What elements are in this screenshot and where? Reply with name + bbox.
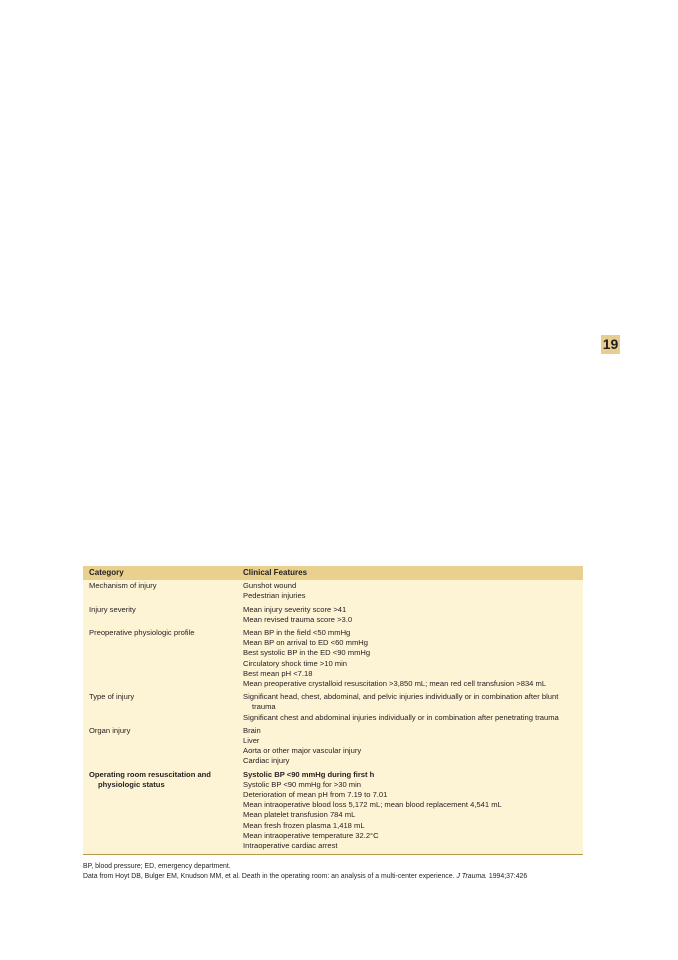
feature-item: Mean revised trauma score >3.0 <box>243 614 353 624</box>
feature-item: Mean preoperative crystalloid resuscitation >3,850 mL; mean red cell transfusion >834 mL <box>243 679 547 689</box>
feature-item: Best mean pH <7.18 <box>243 668 313 678</box>
table-row <box>83 725 583 769</box>
feature-item: Mean BP in the field <50 mmHg <box>243 628 351 638</box>
category-cell <box>83 627 237 691</box>
feature-item: Deterioration of mean pH from 7.19 to 7.01 <box>243 790 388 800</box>
feature-item: Intraoperative cardiac arrest <box>243 841 338 851</box>
chapter-number-tab: 19 <box>602 336 619 352</box>
clinical-features-cell <box>237 580 583 603</box>
category-text: Type of injury <box>89 692 135 702</box>
feature-item: Circulatory shock time >10 min <box>243 658 348 668</box>
feature-item: Liver <box>243 736 260 746</box>
feature-item: Mean intraoperative blood loss 5,172 mL; mean blood replacement 4,541 mL <box>243 800 502 810</box>
feature-item: Brain <box>243 725 261 735</box>
clinical-features-cell <box>237 627 583 691</box>
table-header-row <box>83 566 583 580</box>
category-cell <box>83 604 237 627</box>
feature-item: Pedestrian injuries <box>243 591 306 601</box>
feature-item: Significant chest and abdominal injuries individually or in combination after penetrating trauma <box>243 712 559 722</box>
feature-item: Mean injury severity score >41 <box>243 604 347 614</box>
source-journal: J Trauma. <box>456 872 487 880</box>
clinical-features-cell <box>237 604 583 627</box>
feature-item: Aorta or other major vascular injury <box>243 746 362 756</box>
clinical-features-cell <box>237 725 583 769</box>
table-footnotes <box>83 862 583 881</box>
feature-item: Mean BP on arrival to ED <60 mmHg <box>243 638 369 648</box>
category-text: Preoperative physiologic profile <box>89 628 195 638</box>
feature-item: Systolic BP <90 mmHg for >30 min <box>243 779 362 789</box>
abbreviations-note: BP, blood pressure; ED, emergency department. <box>83 863 231 870</box>
category-text: Operating room resuscitation and <box>89 769 211 779</box>
source-suffix: 1994;37:426 <box>488 872 528 880</box>
clinical-features-cell <box>237 769 583 855</box>
feature-item: Mean platelet transfusion 784 mL <box>243 810 356 820</box>
feature-item: Mean intraoperative temperature 32.2°C <box>243 830 379 840</box>
category-cell <box>83 691 237 725</box>
table-row <box>83 627 583 691</box>
table-row <box>83 580 583 603</box>
feature-item: Systolic BP <90 mmHg during first h <box>243 769 375 779</box>
clinical-features-cell <box>237 691 583 725</box>
table-row <box>83 691 583 725</box>
feature-item: Cardiac injury <box>243 756 290 766</box>
header-clinical-features: Clinical Features <box>237 566 583 580</box>
category-cell <box>83 580 237 603</box>
category-text: Mechanism of injury <box>89 581 157 591</box>
header-category: Category <box>83 566 237 580</box>
category-text: Organ injury <box>89 725 131 735</box>
category-cell <box>83 725 237 769</box>
source-note <box>83 872 583 882</box>
category-cell <box>83 769 237 855</box>
feature-item: Significant head, chest, abdominal, and pelvic injuries individually or in combination after blunt trauma <box>243 692 559 712</box>
category-text: physiologic status <box>98 779 165 789</box>
feature-item: Best systolic BP in the ED <90 mmHg <box>243 648 371 658</box>
clinical-features-table <box>83 566 583 855</box>
table-row <box>83 769 583 855</box>
category-text: Injury severity <box>89 604 136 614</box>
table-row <box>83 604 583 627</box>
feature-item: Mean fresh frozen plasma 1,418 mL <box>243 820 365 830</box>
feature-item: Gunshot wound <box>243 581 297 591</box>
source-prefix: Data from Hoyt DB, Bulger EM, Knudson MM, et al. Death in the operating room: an analysis of a multi-center experience. <box>83 872 455 880</box>
